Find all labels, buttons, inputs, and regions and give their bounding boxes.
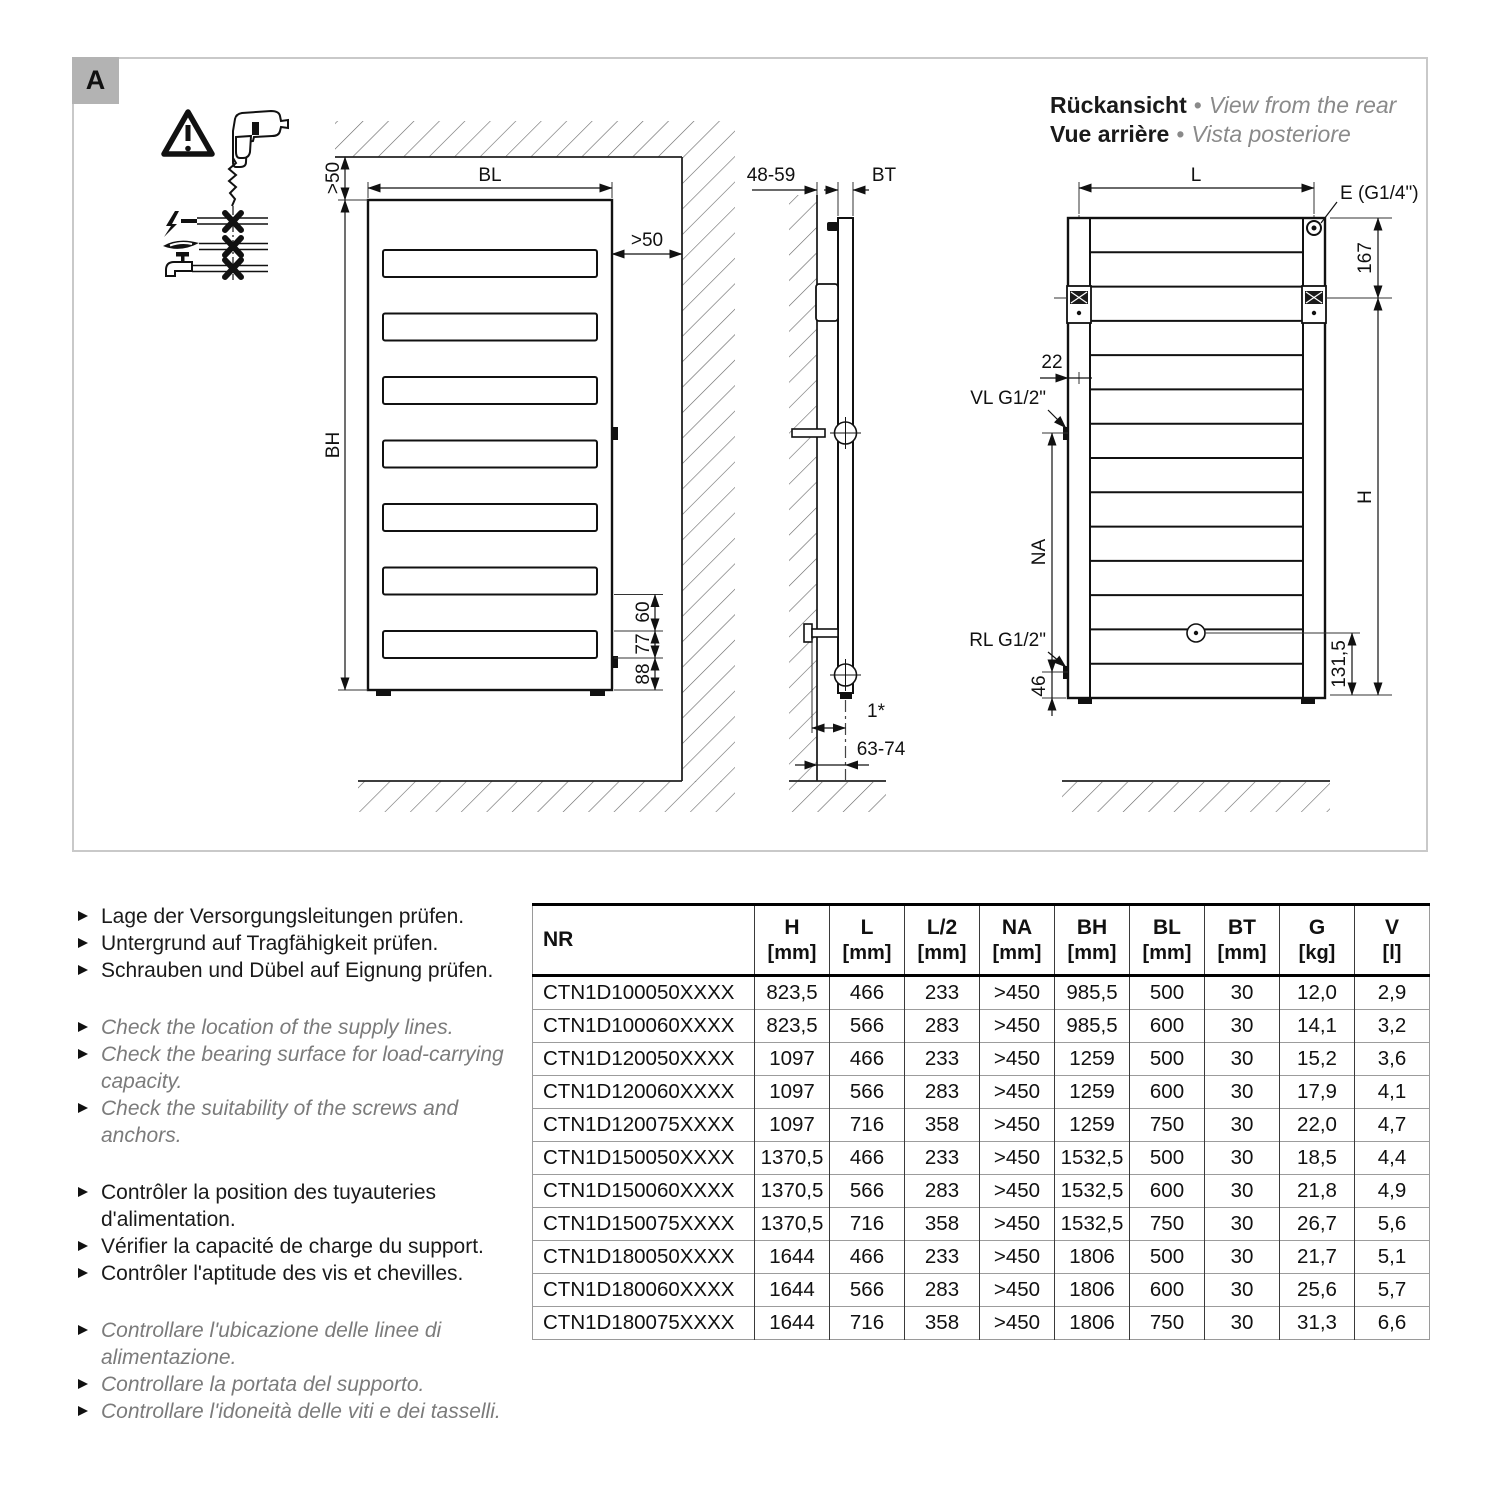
cell-value: 1644 — [755, 1307, 830, 1340]
cell-value: 5,7 — [1355, 1274, 1430, 1307]
note-text: Check the suitability of the screws and anchors. — [101, 1097, 459, 1147]
cell-value: 1370,5 — [755, 1208, 830, 1241]
table-row — [533, 976, 1430, 1010]
cell-value: 26,7 — [1280, 1208, 1355, 1241]
table-row — [533, 1076, 1430, 1109]
rear-view — [969, 92, 1418, 812]
note-item — [74, 1041, 526, 1095]
air-vent-icon — [1307, 221, 1321, 235]
dim-label-rl: RL G1/2" — [969, 630, 1046, 651]
note-item — [74, 1095, 526, 1149]
cell-value: 823,5 — [755, 1010, 830, 1043]
cell-value: 21,8 — [1280, 1175, 1355, 1208]
cell-value: 600 — [1130, 1076, 1205, 1109]
cell-value: 283 — [905, 1076, 980, 1109]
cell-model-number: CTN1D150050XXXX — [533, 1142, 755, 1175]
cell-value: 30 — [1205, 1241, 1280, 1274]
bullet-triangle-icon — [78, 1187, 88, 1197]
cell-value: 600 — [1130, 1010, 1205, 1043]
dim-label-bl: BL — [478, 165, 502, 186]
cell-value: 2,9 — [1355, 976, 1430, 1010]
cell-value: 3,2 — [1355, 1010, 1430, 1043]
dim-label-60: 60 — [633, 601, 654, 623]
dim-label-48-59: 48-59 — [746, 165, 796, 186]
cell-value: 1370,5 — [755, 1175, 830, 1208]
cell-value: >450 — [980, 1307, 1055, 1340]
model-spec-table — [532, 903, 1430, 1340]
cell-model-number: CTN1D180075XXXX — [533, 1307, 755, 1340]
col-header-na: NA [mm] — [980, 905, 1055, 976]
wall-hatch-side — [789, 195, 817, 781]
cell-value: >450 — [980, 1274, 1055, 1307]
cell-value: 4,9 — [1355, 1175, 1430, 1208]
bullet-triangle-icon — [78, 1103, 88, 1113]
note-text: Controllare l'ubicazione delle linee di alimentazione. — [101, 1319, 442, 1369]
dim-label-gap-side: >50 — [630, 230, 664, 251]
cell-value: 1532,5 — [1055, 1175, 1130, 1208]
bullet-triangle-icon — [78, 1022, 88, 1032]
cell-value: 18,5 — [1280, 1142, 1355, 1175]
wall-hatch-right — [682, 157, 735, 782]
mounting-bracket-lower-flange — [804, 624, 812, 642]
bullet-triangle-icon — [78, 1049, 88, 1059]
note-text: Check the location of the supply lines. — [101, 1016, 454, 1039]
col-header-bt: BT [mm] — [1205, 905, 1280, 976]
note-item — [74, 1371, 526, 1398]
note-item — [74, 903, 526, 930]
cell-value: 466 — [830, 1043, 905, 1076]
cell-value: 600 — [1130, 1175, 1205, 1208]
floor-hatch-side — [789, 782, 886, 812]
col-header-bh: BH [mm] — [1055, 905, 1130, 976]
bullet-triangle-icon — [78, 1379, 88, 1389]
cell-model-number: CTN1D150060XXXX — [533, 1175, 755, 1208]
cell-model-number: CTN1D120050XXXX — [533, 1043, 755, 1076]
dim-label-gap-top: >50 — [323, 161, 344, 195]
cell-model-number: CTN1D180060XXXX — [533, 1274, 755, 1307]
cell-value: 823,5 — [755, 976, 830, 1010]
note-text: Contrôler la position des tuyauteries d'alimentation. — [101, 1181, 437, 1231]
table-row — [533, 1043, 1430, 1076]
col-header-g: G [kg] — [1280, 905, 1355, 976]
cell-value: >450 — [980, 1208, 1055, 1241]
cell-value: 25,6 — [1280, 1274, 1355, 1307]
dim-label-46: 46 — [1029, 675, 1050, 697]
cell-value: 233 — [905, 1241, 980, 1274]
cell-value: 500 — [1130, 1241, 1205, 1274]
note-item — [74, 1233, 526, 1260]
cell-value: 750 — [1130, 1109, 1205, 1142]
cell-value: 466 — [830, 1241, 905, 1274]
cell-value: 5,1 — [1355, 1241, 1430, 1274]
radiator-foot-side — [840, 693, 852, 699]
dim-label-vent: E (G1/4") — [1340, 183, 1419, 204]
dim-label-vl: VL G1/2" — [970, 388, 1046, 409]
rear-caption-line2: Vue arrière • Vista posteriore — [1050, 121, 1351, 147]
cell-value: 14,1 — [1280, 1010, 1355, 1043]
cell-value: 1097 — [755, 1076, 830, 1109]
cell-value: 1532,5 — [1055, 1142, 1130, 1175]
cell-value: 233 — [905, 976, 980, 1010]
cell-value: 4,1 — [1355, 1076, 1430, 1109]
cell-value: 1806 — [1055, 1241, 1130, 1274]
dim-label-h: H — [1355, 490, 1376, 504]
drain-plug-icon — [1187, 624, 1205, 642]
cell-value: 30 — [1205, 976, 1280, 1010]
table-row — [533, 1010, 1430, 1043]
panel-label — [72, 57, 119, 104]
col-header-h: H [mm] — [755, 905, 830, 976]
note-text: Controllare l'idoneità delle viti e dei tasselli. — [101, 1400, 501, 1423]
cell-value: 500 — [1130, 1142, 1205, 1175]
bullet-triangle-icon — [78, 965, 88, 975]
dim-label-1star: 1* — [867, 701, 885, 722]
cell-value: 566 — [830, 1274, 905, 1307]
table-row — [533, 1274, 1430, 1307]
cell-value: 600 — [1130, 1274, 1205, 1307]
col-header-v: V [l] — [1355, 905, 1430, 976]
table-row — [533, 1142, 1430, 1175]
no-electric-cable-icon — [164, 211, 268, 237]
mounting-bracket-rear-right — [1302, 286, 1326, 323]
table-header-row — [533, 905, 1430, 976]
cell-value: >450 — [980, 1241, 1055, 1274]
bullet-triangle-icon — [78, 938, 88, 948]
note-text: Vérifier la capacité de charge du support. — [101, 1235, 484, 1258]
warning-triangle-icon — [164, 112, 212, 154]
bracket-tab — [612, 427, 618, 440]
cell-value: 1259 — [1055, 1076, 1130, 1109]
cell-value: 500 — [1130, 976, 1205, 1010]
note-item — [74, 1179, 526, 1233]
cell-value: 716 — [830, 1307, 905, 1340]
cell-value: 30 — [1205, 1208, 1280, 1241]
cell-value: 233 — [905, 1043, 980, 1076]
cell-value: 30 — [1205, 1076, 1280, 1109]
cell-value: 233 — [905, 1142, 980, 1175]
notes-german — [74, 903, 526, 984]
bullet-triangle-icon — [78, 1406, 88, 1416]
cell-model-number: CTN1D120075XXXX — [533, 1109, 755, 1142]
cell-model-number: CTN1D180050XXXX — [533, 1241, 755, 1274]
note-text: Lage der Versorgungsleitungen prüfen. — [101, 905, 465, 928]
cell-value: 4,7 — [1355, 1109, 1430, 1142]
cell-value: 985,5 — [1055, 976, 1130, 1010]
radiator-foot — [376, 690, 391, 696]
drill-icon — [229, 111, 288, 206]
cell-value: 750 — [1130, 1208, 1205, 1241]
cell-value: 17,9 — [1280, 1076, 1355, 1109]
front-view — [323, 121, 735, 812]
cell-value: 15,2 — [1280, 1043, 1355, 1076]
table-row — [533, 1175, 1430, 1208]
cell-value: 283 — [905, 1274, 980, 1307]
cell-value: 358 — [905, 1208, 980, 1241]
cell-value: >450 — [980, 1076, 1055, 1109]
mounting-bracket-rear-left — [1067, 286, 1091, 323]
dim-label-63-74: 63-74 — [856, 739, 906, 760]
cell-value: 750 — [1130, 1307, 1205, 1340]
note-item — [74, 957, 526, 984]
bullet-triangle-icon — [78, 1325, 88, 1335]
cell-value: 716 — [830, 1109, 905, 1142]
dim-label-77: 77 — [633, 633, 654, 655]
cell-value: 1644 — [755, 1274, 830, 1307]
cell-value: 31,3 — [1280, 1307, 1355, 1340]
cell-value: 566 — [830, 1076, 905, 1109]
note-text: Check the bearing surface for load-carrying capacity. — [101, 1043, 504, 1093]
cell-value: 30 — [1205, 1109, 1280, 1142]
cell-value: 985,5 — [1055, 1010, 1130, 1043]
cell-value: 30 — [1205, 1307, 1280, 1340]
cell-value: 30 — [1205, 1175, 1280, 1208]
cell-value: 6,6 — [1355, 1307, 1430, 1340]
radiator-foot-rear — [1078, 698, 1092, 704]
cell-value: >450 — [980, 1109, 1055, 1142]
dim-label-l: L — [1190, 165, 1202, 186]
dim-label-22: 22 — [1041, 352, 1063, 373]
mounting-bracket-lower — [812, 629, 838, 637]
col-header-nr: NR — [533, 905, 755, 976]
dim-label-bt: BT — [871, 165, 897, 186]
table-row — [533, 1307, 1430, 1340]
bullet-triangle-icon — [78, 1268, 88, 1278]
cell-value: 358 — [905, 1307, 980, 1340]
cell-value: 30 — [1205, 1142, 1280, 1175]
cell-value: 500 — [1130, 1043, 1205, 1076]
cell-value: 30 — [1205, 1274, 1280, 1307]
cell-value: 1259 — [1055, 1043, 1130, 1076]
cell-value: 1259 — [1055, 1109, 1130, 1142]
note-item — [74, 1398, 526, 1425]
cell-value: 1644 — [755, 1241, 830, 1274]
bullet-triangle-icon — [78, 911, 88, 921]
table-row — [533, 1208, 1430, 1241]
cell-value: 283 — [905, 1175, 980, 1208]
notes-english — [74, 1014, 526, 1149]
mounting-bracket-upper — [816, 284, 838, 321]
note-item — [74, 1014, 526, 1041]
cell-value: 466 — [830, 1142, 905, 1175]
vl-connection-side — [830, 417, 861, 449]
dim-label-131-5: 131,5 — [1329, 640, 1350, 688]
cell-model-number: CTN1D120060XXXX — [533, 1076, 755, 1109]
cell-value: 1806 — [1055, 1307, 1130, 1340]
note-item — [74, 1317, 526, 1371]
side-view — [747, 165, 906, 812]
installation-notes — [74, 903, 526, 1455]
cell-value: 566 — [830, 1010, 905, 1043]
cell-value: 566 — [830, 1175, 905, 1208]
cell-model-number: CTN1D100060XXXX — [533, 1010, 755, 1043]
notes-italian — [74, 1317, 526, 1425]
radiator-foot — [590, 690, 605, 696]
cell-value: >450 — [980, 1043, 1055, 1076]
cell-value: 1370,5 — [755, 1142, 830, 1175]
cell-value: 3,6 — [1355, 1043, 1430, 1076]
cell-value: 1532,5 — [1055, 1208, 1130, 1241]
cell-value: 4,4 — [1355, 1142, 1430, 1175]
floor-hatch — [358, 781, 735, 812]
floor-hatch-rear — [1062, 782, 1330, 812]
col-header-l: L [mm] — [830, 905, 905, 976]
cell-value: 5,6 — [1355, 1208, 1430, 1241]
dim-label-bh: BH — [323, 431, 344, 459]
dim-label-88: 88 — [633, 663, 654, 685]
table-row — [533, 1241, 1430, 1274]
cell-model-number: CTN1D150075XXXX — [533, 1208, 755, 1241]
cell-value: >450 — [980, 1142, 1055, 1175]
cell-value: >450 — [980, 976, 1055, 1010]
rl-connection-side — [830, 659, 861, 691]
panel-label-text: A — [85, 65, 106, 95]
cell-value: 716 — [830, 1208, 905, 1241]
cell-value: 358 — [905, 1109, 980, 1142]
cell-value: >450 — [980, 1010, 1055, 1043]
note-text: Untergrund auf Tragfähigkeit prüfen. — [101, 932, 439, 955]
bullet-triangle-icon — [78, 1241, 88, 1251]
cell-value: 22,0 — [1280, 1109, 1355, 1142]
rear-caption-line1: Rückansicht • View from the rear — [1050, 92, 1397, 118]
dim-label-na: NA — [1029, 538, 1050, 566]
cell-value: 21,7 — [1280, 1241, 1355, 1274]
note-item — [74, 930, 526, 957]
table-row — [533, 1109, 1430, 1142]
note-item — [74, 1260, 526, 1287]
radiator-foot-rear — [1301, 698, 1315, 704]
radiator-side-profile — [838, 218, 853, 693]
cell-value: 1097 — [755, 1109, 830, 1142]
wall-anchor-bar — [792, 429, 825, 437]
cell-value: 30 — [1205, 1010, 1280, 1043]
dim-label-167: 167 — [1355, 242, 1376, 274]
cell-value: 1097 — [755, 1043, 830, 1076]
cell-value: 283 — [905, 1010, 980, 1043]
cell-model-number: CTN1D100050XXXX — [533, 976, 755, 1010]
col-header-bl: BL [mm] — [1130, 905, 1205, 976]
cell-value: 466 — [830, 976, 905, 1010]
cell-value: 1806 — [1055, 1274, 1130, 1307]
wall-hatch-top — [335, 121, 735, 157]
cell-value: >450 — [980, 1175, 1055, 1208]
col-header-l-2: L/2 [mm] — [905, 905, 980, 976]
note-text: Schrauben und Dübel auf Eignung prüfen. — [101, 959, 494, 982]
notes-french — [74, 1179, 526, 1287]
vent-valve-side — [827, 222, 838, 231]
note-text: Contrôler l'aptitude des vis et chevilles. — [101, 1262, 464, 1285]
note-text: Controllare la portata del supporto. — [101, 1373, 425, 1396]
cell-value: 12,0 — [1280, 976, 1355, 1010]
cell-value: 30 — [1205, 1043, 1280, 1076]
no-water-pipe-icon — [166, 252, 268, 277]
